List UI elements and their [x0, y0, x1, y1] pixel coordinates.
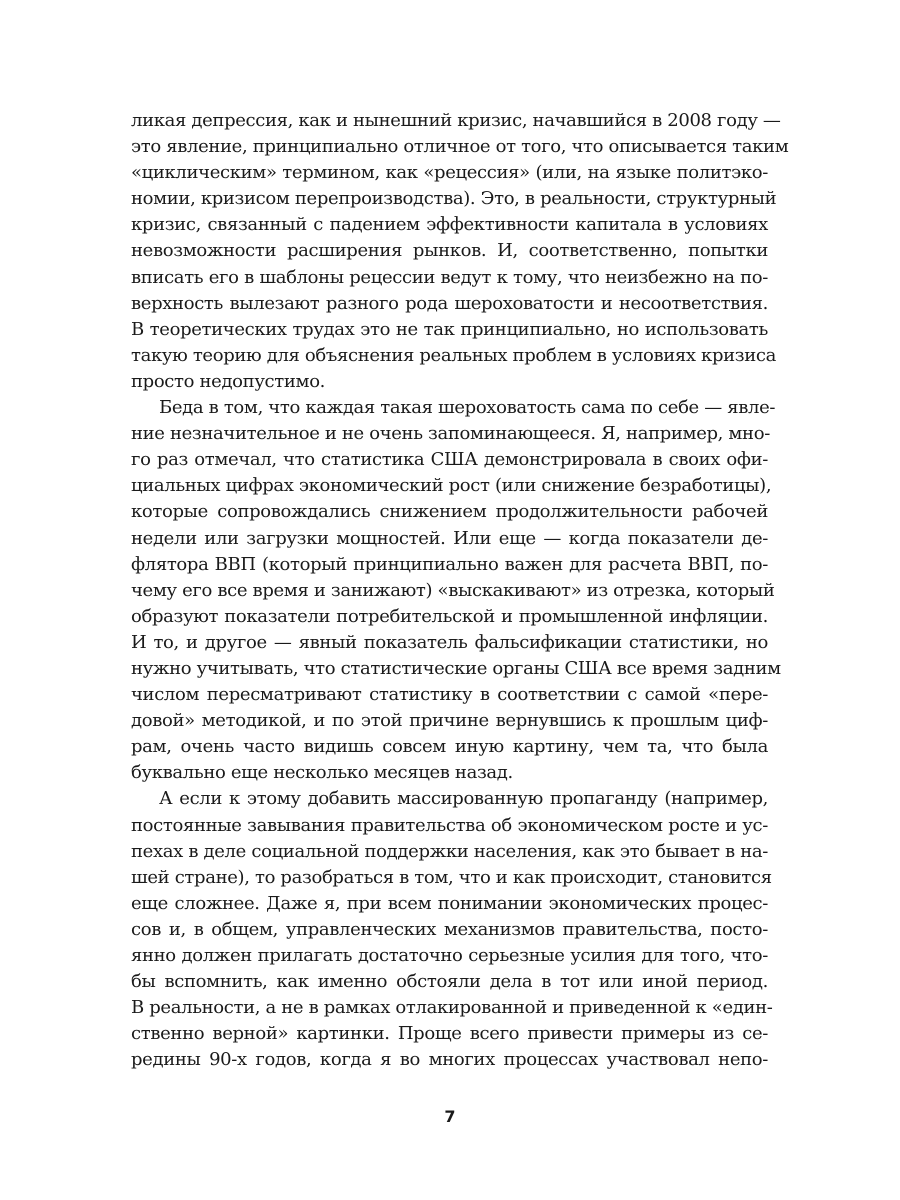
text-line: рам, очень часто видишь совсем иную картину, чем та, что была — [131, 736, 768, 758]
text-line: шей стране), то разобраться в том, что и как происходит, становится — [131, 866, 772, 888]
text-line: постоянные завывания правительства об экономическом росте и ус- — [131, 814, 768, 836]
text-line: сов и, в общем, управленческих механизмов правительства, посто- — [131, 918, 768, 940]
text-line: флятора ВВП (который принципиально важен для расчета ВВП, по- — [131, 553, 768, 575]
text-line: просто недопустимо. — [131, 370, 326, 392]
text-line: ние незначительное и не очень запоминающееся. Я, например, мно- — [131, 423, 770, 445]
text-line: чему его все время и занижают) «выскакивают» из отрезка, который — [131, 579, 775, 601]
paragraph — [131, 108, 789, 395]
text-line: это явление, принципиально отличное от того, что описывается таким — [131, 136, 789, 158]
text-line: редины 90-х годов, когда я во многих процессах участвовал непо- — [131, 1049, 768, 1071]
text-line: образуют показатели потребительской и промышленной инфляции. — [131, 605, 768, 627]
text-line: бы вспомнить, как именно обстояли дела в тот или иной период. — [131, 971, 768, 993]
text-line: И то, и другое — явный показатель фальсификации статистики, но — [131, 631, 768, 653]
text-line: го раз отмечал, что статистика США демонстрировала в своих офи- — [131, 449, 768, 471]
text-line: недели или загрузки мощностей. Или еще — когда показатели де- — [131, 527, 768, 549]
text-line: А если к этому добавить массированную пропаганду (например, — [159, 788, 768, 810]
text-line: такую теорию для объяснения реальных проблем в условиях кризиса — [131, 344, 777, 366]
text-line: числом пересматривают статистику в соответствии с самой «пере- — [131, 684, 768, 706]
text-line: «циклическим» термином, как «рецессия» (или, на языке политэко- — [131, 162, 768, 184]
text-line: В теоретических трудах это не так принципиально, но использовать — [131, 318, 768, 340]
text-line: верхность вылезают разного рода шероховатости и несоответствия. — [131, 292, 768, 314]
text-column — [131, 108, 789, 1073]
text-line: В реальности, а не в рамках отлакированной и приведенной к «един- — [131, 997, 773, 1019]
text-line: нужно учитывать, что статистические органы США все время задним — [131, 657, 781, 679]
text-line: Беда в том, что каждая такая шероховатость сама по себе — явле- — [159, 397, 776, 419]
page-number: 7 — [444, 1107, 456, 1126]
text-line: довой» методикой, и по этой причине вернувшись к прошлым циф- — [131, 710, 768, 732]
page-body — [131, 108, 789, 1073]
text-line: невозможности расширения рынков. И, соответственно, попытки — [131, 240, 768, 262]
text-line: вписать его в шаблоны рецессии ведут к тому, что неизбежно на по- — [131, 266, 768, 288]
text-line: циальных цифрах экономический рост (или снижение безработицы), — [131, 475, 772, 497]
text-line: номии, кризисом перепроизводства). Это, в реальности, структурный — [131, 188, 777, 210]
text-line: еще сложнее. Даже я, при всем понимании экономических процес- — [131, 892, 768, 914]
text-line: ственно верной» картинки. Проще всего привести примеры из се- — [131, 1023, 768, 1045]
text-line: ликая депрессия, как и нынешний кризис, начавшийся в 2008 году — — [131, 110, 781, 131]
paragraph — [131, 395, 781, 786]
text-line: кризис, связанный с падением эффективности капитала в условиях — [131, 214, 768, 236]
text-line: буквально еще несколько месяцев назад. — [131, 762, 513, 784]
text-line: пехах в деле социальной поддержки населения, как это бывает в на- — [131, 840, 768, 862]
text-line: янно должен прилагать достаточно серьезные усилия для того, что- — [131, 945, 768, 966]
text-line: которые сопровождались снижением продолжительности рабочей — [131, 501, 768, 523]
paragraph — [131, 786, 773, 1073]
